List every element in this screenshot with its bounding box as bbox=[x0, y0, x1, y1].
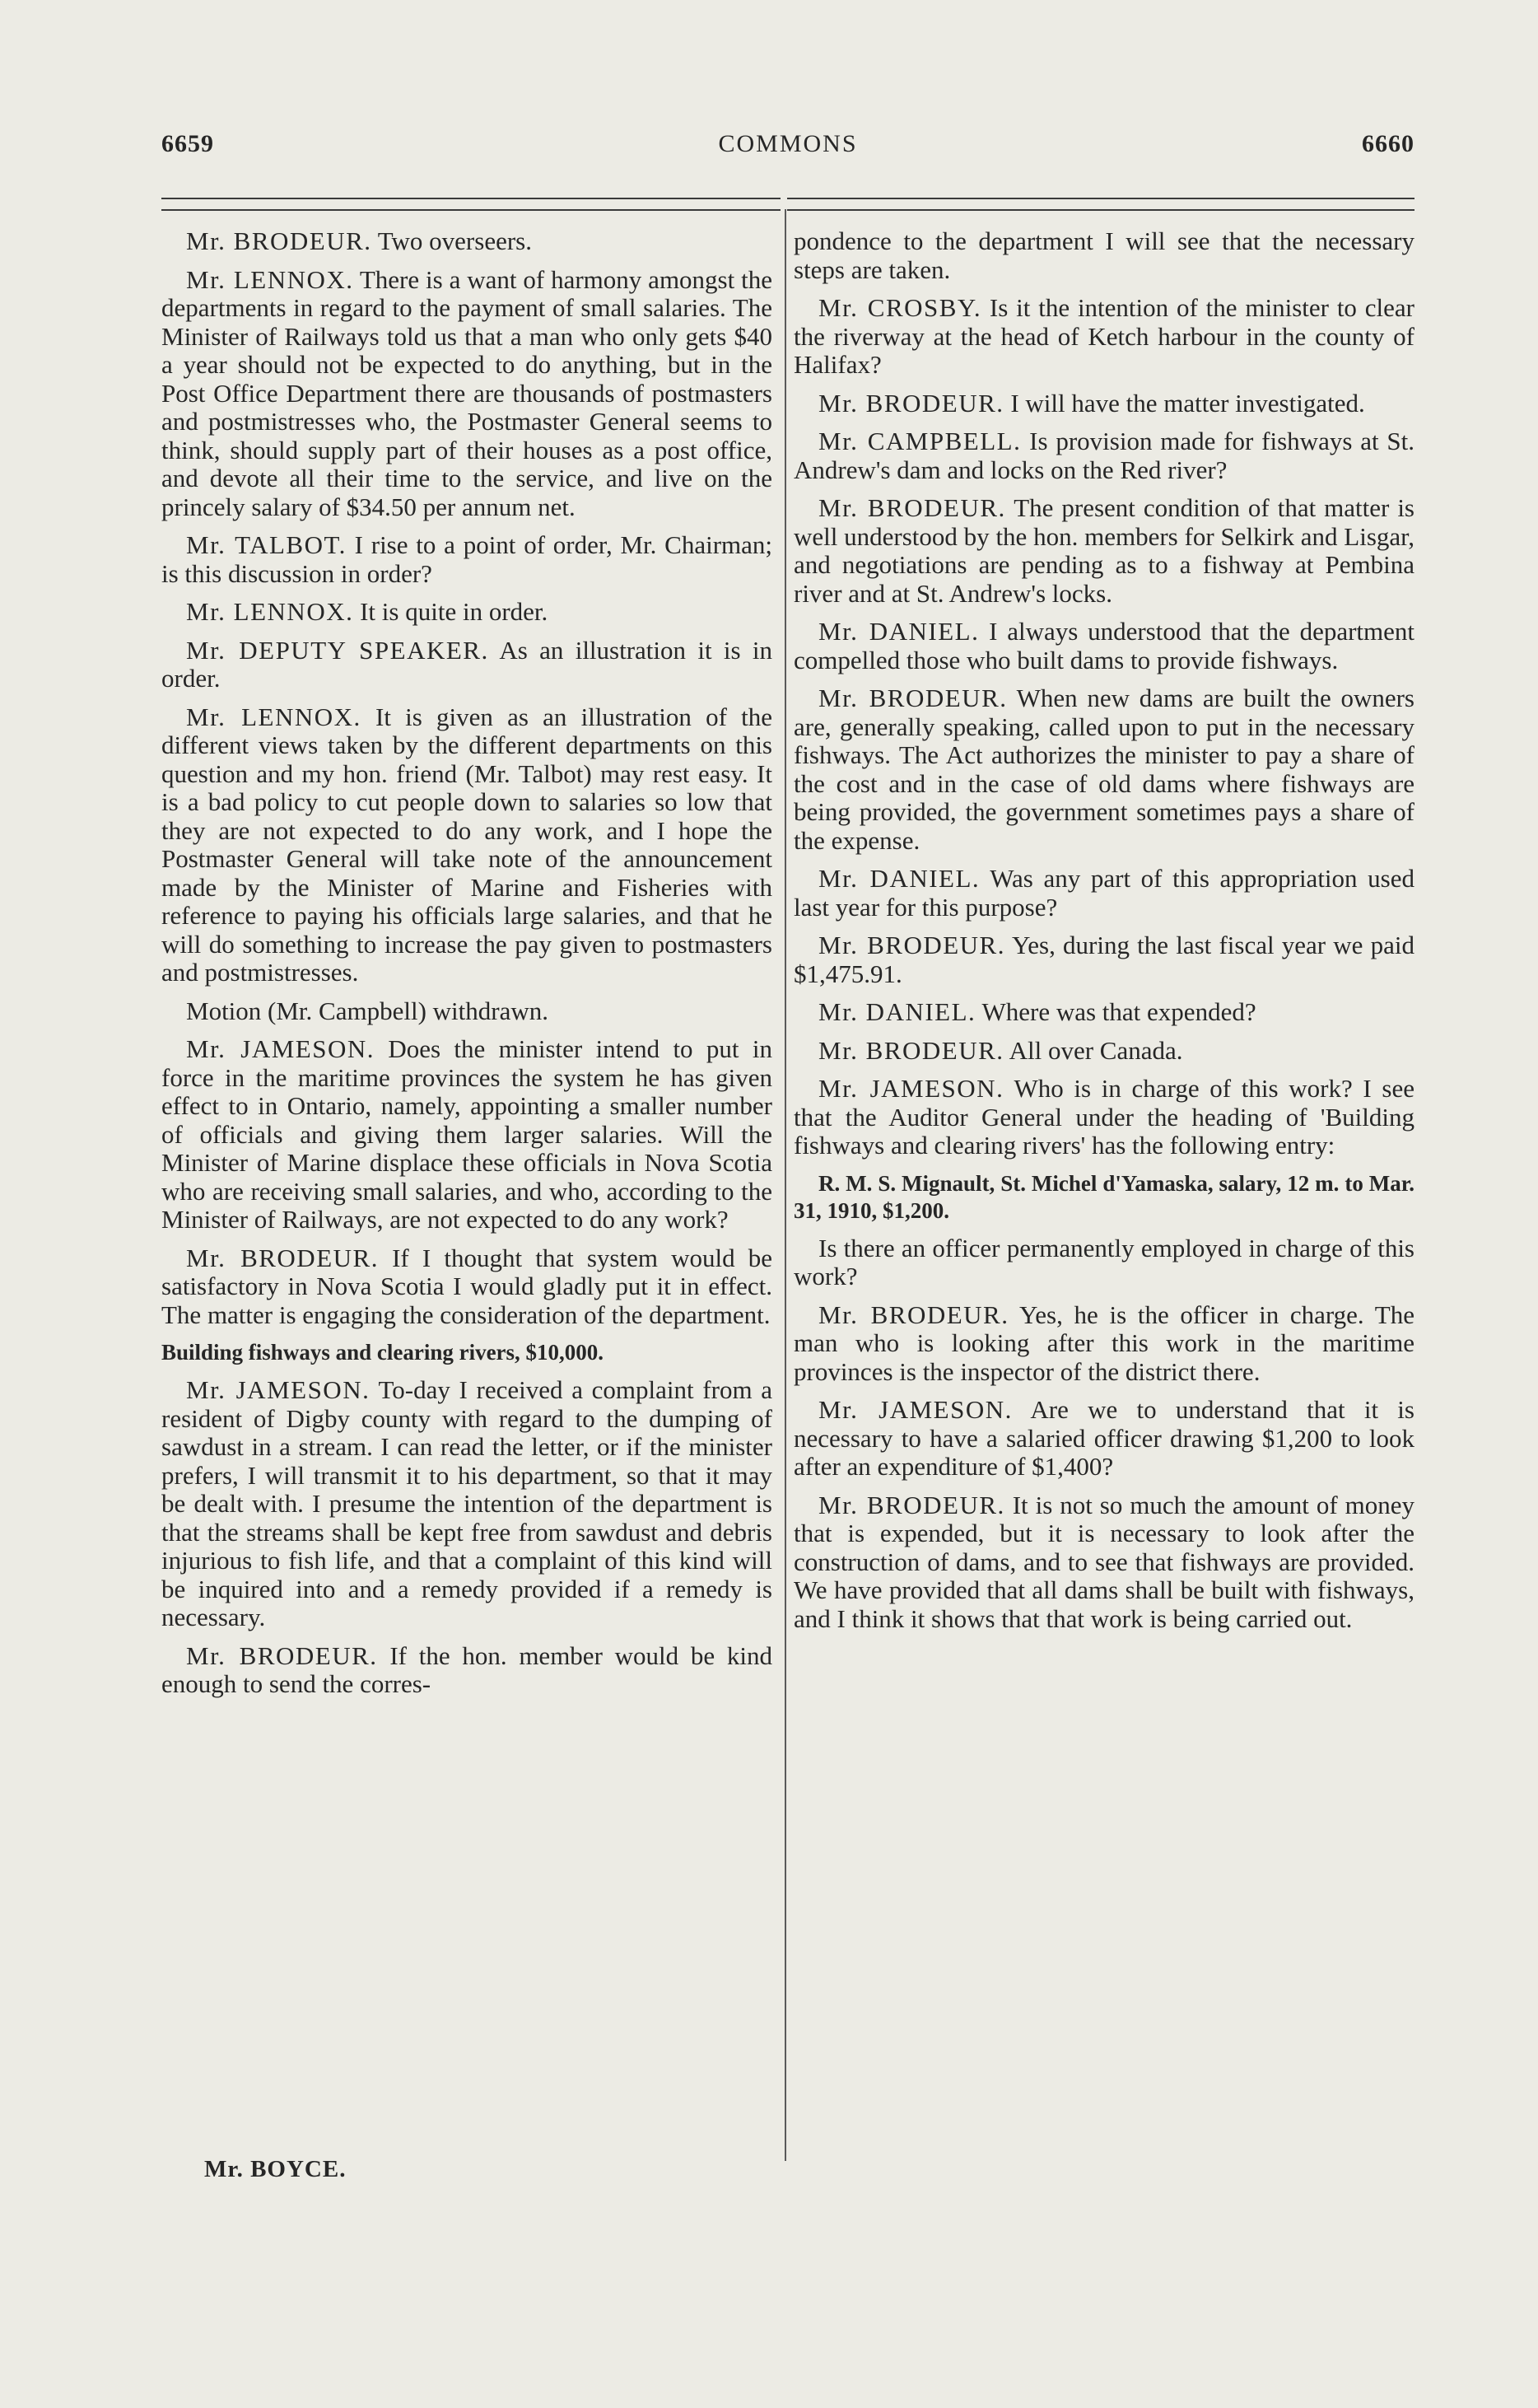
speech-text: Two overseers. bbox=[377, 226, 532, 255]
speech-text: Who is in charge of this work? I see that the Auditor General under the heading of 'Building fishways and clearing rivers' has the following entry: bbox=[794, 1074, 1414, 1160]
budget-item bbox=[161, 1339, 772, 1366]
speech-text: Is provision made for fishways at St. Andrew's dam and locks on the Red river? bbox=[794, 427, 1414, 484]
header-rule-left bbox=[161, 198, 781, 211]
speech-paragraph bbox=[794, 684, 1414, 855]
speech-paragraph bbox=[794, 1234, 1414, 1291]
speech-paragraph bbox=[794, 618, 1414, 674]
speaker-name: Mr. DANIEL. bbox=[818, 997, 976, 1026]
speech-text: pondence to the department I will see that the necessary steps are taken. bbox=[794, 226, 1414, 284]
procedural-note bbox=[161, 997, 772, 1026]
speech-paragraph bbox=[161, 531, 772, 588]
speech-text: Are we to understand that it is necessary to have a salaried officer drawing $1,200 to look after an expenditure of $1,400? bbox=[794, 1395, 1414, 1481]
speaker-name: Mr. BRODEUR. bbox=[818, 684, 1008, 712]
speech-paragraph bbox=[794, 998, 1414, 1027]
speech-paragraph bbox=[794, 1301, 1414, 1387]
speech-text: When new dams are built the owners are, generally speaking, called upon to put in the necessary fishways. The Act authorizes the minister to pay a share of the cost and in the case of old dams where fishways are being provided, the government sometimes pays a share of the expense. bbox=[794, 684, 1414, 855]
speech-paragraph bbox=[161, 598, 772, 627]
speech-text: It is quite in order. bbox=[360, 597, 548, 626]
speech-paragraph bbox=[161, 637, 772, 693]
speaker-name: Mr. BRODEUR. bbox=[818, 1490, 1005, 1519]
speech-text: I will have the matter investigated. bbox=[1010, 388, 1365, 418]
speech-text: If the hon. member would be kind enough to send the corres- bbox=[161, 1640, 772, 1698]
speech-text: Yes, he is the officer in charge. The man who is looking after this work in the maritime provinces is the inspector of the district there. bbox=[794, 1300, 1414, 1386]
speaker-name: Mr. JAMESON. bbox=[818, 1074, 1004, 1103]
continued-paragraph bbox=[794, 227, 1414, 284]
procedural-text: Motion (Mr. Campbell) withdrawn. bbox=[186, 996, 548, 1025]
speech-text: If I thought that system would be satisfactory in Nova Scotia I would gladly put it in effect. The matter is engaging the consideration of the department. bbox=[161, 1243, 772, 1329]
speech-paragraph bbox=[794, 1037, 1414, 1066]
speaker-name: Mr. LENNOX. bbox=[186, 702, 361, 731]
page-number-right: 6660 bbox=[1362, 130, 1414, 157]
speech-paragraph bbox=[794, 1396, 1414, 1482]
running-title: COMMONS bbox=[718, 130, 858, 157]
speaker-name: Mr. BRODEUR. bbox=[818, 493, 1006, 522]
speaker-name: Mr. BRODEUR. bbox=[818, 931, 1005, 959]
speech-text: It is not so much the amount of money that is expended, but it is necessary to look after the construction of dams, and to see that fishways are provided. We have provided that all dams shall be built with fishways, and I think it shows that that work is being carried out. bbox=[794, 1490, 1415, 1633]
speech-text: Does the minister intend to put in force in the maritime provinces the system he has given effect to in Ontario, namely, appointing a smaller number of officials and giving them larger salaries. Will the Minister of Marine displace these officials in Nova Scotia who are receiving small salaries, and who, according to the Minister of Railways, are not expected to do any work? bbox=[161, 1034, 772, 1234]
speech-text: As an illustration it is in order. bbox=[161, 635, 772, 693]
page-header bbox=[161, 130, 1414, 168]
speaker-name: Mr. DEPUTY SPEAKER. bbox=[186, 635, 489, 665]
speech-paragraph bbox=[794, 931, 1414, 988]
speech-text: Was any part of this appropriation used last year for this purpose? bbox=[794, 864, 1414, 922]
speaker-name: Mr. BRODEUR. bbox=[186, 1640, 378, 1670]
speech-text: Is it the intention of the minister to clear the riverway at the head of Ketch harbour in the county of Halifax? bbox=[794, 293, 1414, 379]
speaker-name: Mr. DANIEL. bbox=[818, 617, 980, 646]
speaker-name: Mr. DANIEL. bbox=[818, 864, 981, 893]
speech-paragraph bbox=[161, 1244, 772, 1330]
column-divider bbox=[785, 209, 786, 2161]
speaker-name: Mr. JAMESON. bbox=[186, 1375, 371, 1404]
speech-paragraph bbox=[794, 390, 1414, 418]
speech-text: All over Canada. bbox=[1009, 1035, 1183, 1065]
speaker-name: Mr. BRODEUR. bbox=[818, 388, 1004, 418]
speech-text: There is a want of harmony amongst the departments in regard to the payment of small salaries. The Minister of Railways told us that a man who only gets $40 a year should not be expected to do anything, but in the Post Office Department there are thousands of postmasters and postmistresses who, the Postmaster General seems to think, should supply part of their houses as a post office, and devote all their time to the service, and live on the princely salary of $34.50 per annum net. bbox=[161, 264, 772, 521]
speech-text: Yes, during the last fiscal year we paid $1,475.91. bbox=[794, 931, 1414, 988]
audit-entry bbox=[794, 1170, 1414, 1225]
speech-text: I always understood that the department compelled those who built dams to provide fishways. bbox=[794, 617, 1415, 674]
audit-entry-text: R. M. S. Mignault, St. Michel d'Yamaska, salary, 12 m. to Mar. 31, 1910, $1,200. bbox=[794, 1170, 1414, 1223]
speaker-name: Mr. BRODEUR. bbox=[818, 1035, 1004, 1065]
right-column bbox=[794, 227, 1414, 1643]
speech-text: It is given as an illustration of the different views taken by the different departments on this question and my hon. friend (Mr. Talbot) may rest easy. It is a bad policy to cut people down to salaries so low that they are not expected to do any work, and I hope the Postmaster General will take note of the announcement made by the Minister of Marine and Fisheries with reference to paying his officials large salaries, and that he will do something to increase the pay given to postmasters and postmistresses. bbox=[161, 702, 772, 987]
budget-item-text: Building fishways and clearing rivers, $10,000. bbox=[161, 1340, 604, 1365]
speech-paragraph bbox=[794, 1491, 1414, 1634]
speaker-name: Mr. LENNOX. bbox=[186, 597, 354, 626]
catchword: Mr. BOYCE. bbox=[204, 2156, 347, 2182]
speech-paragraph bbox=[161, 1642, 772, 1699]
speech-paragraph bbox=[161, 1035, 772, 1234]
speaker-name: Mr. JAMESON. bbox=[186, 1034, 375, 1063]
speech-paragraph bbox=[794, 494, 1414, 608]
speaker-name: Mr. CAMPBELL. bbox=[818, 427, 1022, 455]
speech-paragraph bbox=[794, 865, 1414, 922]
speech-text: Where was that expended? bbox=[981, 997, 1256, 1026]
speech-text: The present condition of that matter is well understood by the hon. members for Selkirk and Lisgar, and negotiations are pending as to a fishway at Pembina river and at St. Andrew's locks. bbox=[794, 493, 1414, 608]
speech-paragraph bbox=[794, 1075, 1414, 1160]
speech-text: To-day I received a complaint from a resident of Digby county with regard to the dumping of sawdust in a stream. I can read the letter, or if the minister prefers, I will transmit it to his department, so that it may be dealt with. I presume the intention of the department is that the streams shall be kept free from sawdust and debris injurious to fish life, and that a complaint of this kind will be inquired into and a remedy provided if a remedy is necessary. bbox=[161, 1375, 772, 1631]
speech-paragraph bbox=[161, 703, 772, 987]
speaker-name: Mr. CROSBY. bbox=[818, 293, 982, 322]
speech-paragraph bbox=[794, 294, 1414, 380]
speaker-name: Mr. BRODEUR. bbox=[818, 1300, 1009, 1329]
speech-text: Is there an officer permanently employed in charge of this work? bbox=[794, 1233, 1414, 1290]
speaker-name: Mr. TALBOT. bbox=[186, 530, 347, 559]
speech-paragraph bbox=[161, 227, 772, 256]
speaker-name: Mr. BRODEUR. bbox=[186, 226, 372, 255]
header-rule-right bbox=[787, 198, 1414, 211]
speaker-name: Mr. BRODEUR. bbox=[186, 1243, 379, 1272]
speech-paragraph bbox=[161, 1376, 772, 1632]
speech-text: I rise to a point of order, Mr. Chairman; is this discussion in order? bbox=[161, 530, 773, 588]
speech-paragraph bbox=[794, 427, 1414, 484]
speaker-name: Mr. JAMESON. bbox=[818, 1395, 1013, 1424]
left-column bbox=[161, 227, 772, 1709]
speaker-name: Mr. LENNOX. bbox=[186, 264, 354, 294]
page-number-left: 6659 bbox=[161, 130, 214, 157]
speech-paragraph bbox=[161, 266, 772, 522]
